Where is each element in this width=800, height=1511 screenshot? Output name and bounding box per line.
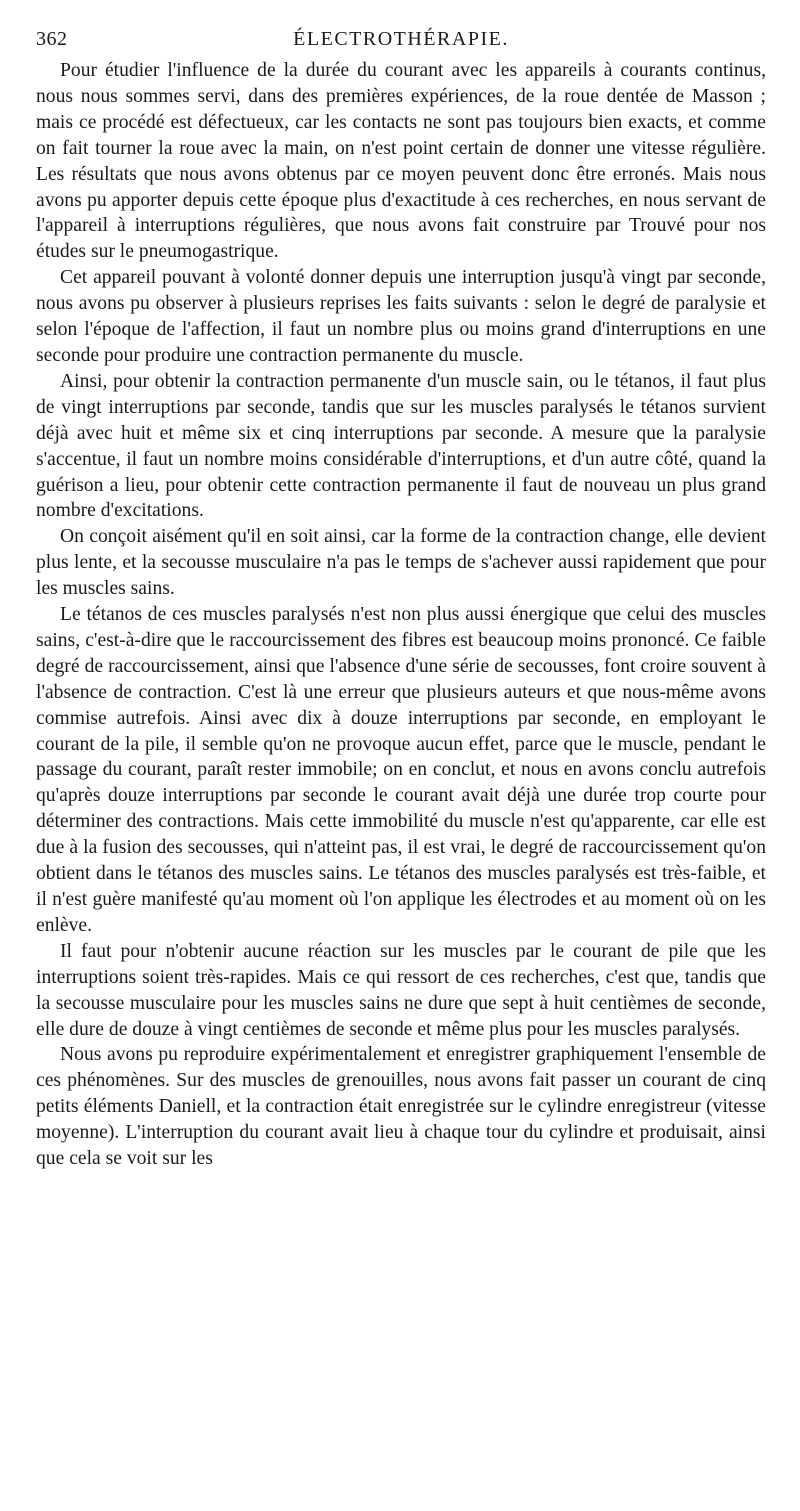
- paragraph: Pour étudier l'influence de la durée du courant avec les appareils à courants continus, nous nous sommes servi, dans des premières expériences, de la roue dentée de Masson ; mais ce procédé est défectueux, car les contacts ne sont pas toujours bien exacts, et comme on fait tourner la roue avec la main, on n'est point certain de donner une vitesse régulière. Les résultats que nous avons obtenus par ce moyen peuvent donc être erronés. Mais nous avons pu apporter depuis cette époque plus d'exactitude à ces recherches, en nous servant de l'appareil à interruptions régulières, que nous avons fait construire par Trouvé pour nos études sur le pneumogastrique.: [36, 60, 766, 263]
- running-head: [36, 22, 766, 58]
- body-text: [36, 58, 766, 1172]
- paragraph: Ainsi, pour obtenir la contraction permanente d'un muscle sain, ou le tétanos, il faut plus de vingt interruptions par seconde, tandis que sur les muscles paralysés le tétanos survient déjà avec huit et même six et cinq interruptions par seconde. A mesure que la paralysie s'accentue, il faut un nombre moins considérable d'interruptions, et d'un autre côté, quand la guérison a lieu, pour obtenir cette contraction permanente il faut de nouveau un plus grand nombre d'excitations.: [36, 370, 766, 522]
- paragraph: On conçoit aisément qu'il en soit ainsi, car la forme de la contraction change, elle devient plus lente, et la secousse musculaire n'a pas le temps de s'achever aussi rapidement que pour les muscles sains.: [36, 526, 766, 600]
- paragraph: Nous avons pu reproduire expérimentalement et enregistrer graphiquement l'ensemble de ces phénomènes. Sur des muscles de grenouilles, nous avons fait passer un courant de cinq petits éléments Daniell, et la contraction était enregistrée sur le cylindre enregistreur (vitesse moyenne). L'interruption du courant avait lieu à chaque tour du cylindre et produisait, ainsi que cela se voit sur les: [36, 1044, 766, 1170]
- book-page: [36, 22, 766, 1172]
- paragraph: Il faut pour n'obtenir aucune réaction sur les muscles par le courant de pile que les interruptions soient très-rapides. Mais ce qui ressort de ces recherches, c'est que, tandis que la secousse musculaire pour les muscles sains ne dure que sept à huit centièmes de seconde, elle dure de douze à vingt centièmes de seconde et même plus pour les muscles paralysés.: [36, 940, 766, 1040]
- page-number: 362: [36, 28, 68, 50]
- paragraph: Cet appareil pouvant à volonté donner depuis une interruption jusqu'à vingt par seconde, nous avons pu observer à plusieurs reprises les faits suivants : selon le degré de paralysie et selon l'époque de l'affection, il faut un nombre plus ou moins grand d'interruptions en une seconde pour produire une contraction permanente du muscle.: [36, 267, 766, 366]
- running-title: ÉLECTROTHÉRAPIE.: [293, 28, 509, 50]
- paragraph: Le tétanos de ces muscles paralysés n'est non plus aussi énergique que celui des muscles sains, c'est-à-dire que le raccourcissement des fibres est beaucoup moins prononcé. Ce faible degré de raccourcissement, ainsi que l'absence d'une série de secousses, font croire souvent à l'absence de contraction. C'est là une erreur que plusieurs auteurs et que nous-même avons commise autrefois. Ainsi avec dix à douze interruptions par seconde, en employant le courant de la pile, il semble qu'on ne provoque aucun effet, parce que le muscle, pendant le passage du courant, paraît rester immobile; on en conclut, et nous en avons conclu autrefois qu'après douze interruptions par seconde le courant avait déjà une durée trop courte pour déterminer des contractions. Mais cette immobilité du muscle n'est qu'apparente, car elle est due à la fusion des secousses, qui n'atteint pas, il est vrai, le degré de raccourcissement qu'on obtient dans le tétanos des muscles sains. Le tétanos des muscles paralysés est très-faible, et il n'est guère manifesté qu'au moment où l'on applique les électrodes et au moment où on les enlève.: [36, 604, 766, 936]
